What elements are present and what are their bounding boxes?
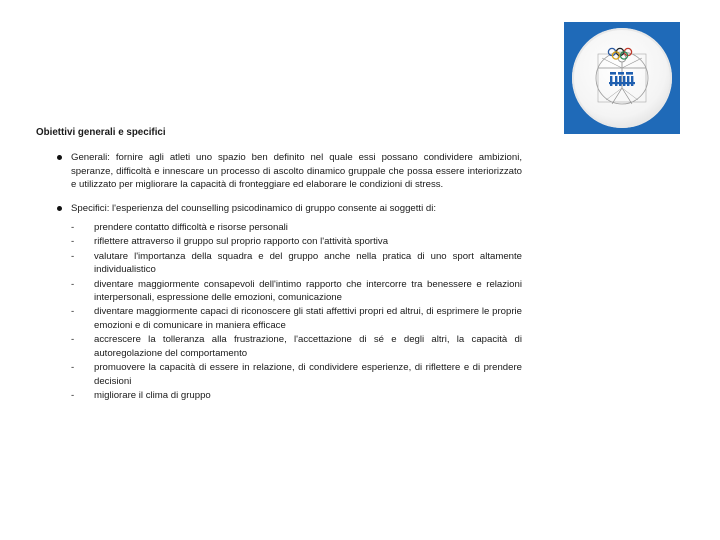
specific-objectives-list: [71, 221, 522, 402]
specific-objectives-text: Specifici: l'esperienza del counselling psicodinamico di gruppo consente ai soggetti di:: [71, 202, 437, 214]
bullet-dot-icon: [57, 206, 62, 211]
dash-marker: -: [71, 236, 75, 248]
list-item-text: prendere contatto difficoltà e risorse personali: [94, 222, 288, 234]
document-body: [36, 126, 522, 412]
list-item-text: riflettere attraverso il gruppo sul proprio rapporto con l'attività sportiva: [94, 236, 389, 248]
list-item-text: diventare maggiormente capaci di riconoscere gli stati affettivi propri ed altrui, di esprimere le proprie emozioni e di comunicare in maniera efficace: [94, 306, 522, 331]
dash-marker: -: [71, 250, 75, 262]
list-item: [71, 361, 522, 388]
dash-marker: -: [71, 334, 75, 346]
list-item: [71, 221, 522, 234]
dash-marker: -: [71, 306, 75, 318]
dash-marker: -: [71, 389, 75, 401]
list-item-text: accrescere la tolleranza alla frustrazione, l'accettazione di sé e degli altri, la capacità di autoregolazione del comportamento: [94, 334, 522, 359]
list-item: [71, 333, 522, 360]
dash-marker: -: [71, 222, 75, 234]
logo-disc: [572, 28, 672, 128]
list-item-text: migliorare il clima di gruppo: [94, 389, 211, 401]
general-objective: [36, 151, 522, 191]
olympic-vitruvian-logo-icon: [582, 38, 662, 118]
list-item-text: valutare l'importanza della squadra e del gruppo anche nella pratica di uno sport altamente individualistico: [94, 250, 522, 276]
list-item: [71, 250, 522, 277]
bullet-dot-icon: [57, 155, 62, 160]
general-objective-text: Generali: fornire agli atleti uno spazio ben definito nel quale essi possano condividere ambizioni, speranze, difficoltà e innescare un processo di ascolto dinamico gruppale che possa essere interiorizzato e utilizzato per migliorare la capacità di fronteggiare ed elaborare le condizioni di stress.: [71, 152, 522, 191]
logo-panel: [564, 22, 680, 134]
document-title: Obiettivi generali e specifici: [36, 127, 166, 138]
dash-marker: -: [71, 362, 75, 374]
list-item: [71, 235, 522, 248]
list-item: [71, 389, 522, 402]
dash-marker: -: [71, 278, 75, 290]
specific-objectives: [36, 202, 522, 403]
list-item: [71, 305, 522, 332]
list-item-text: promuovere la capacità di essere in relazione, di condividere esperienze, di riflettere e di prendere decisioni: [94, 362, 522, 387]
list-item: [71, 278, 522, 305]
list-item-text: diventare maggiormente consapevoli dell'intimo rapporto che intercorre tra benessere e relazioni interpersonali, espressione delle emozioni, comunicazione: [94, 278, 522, 304]
